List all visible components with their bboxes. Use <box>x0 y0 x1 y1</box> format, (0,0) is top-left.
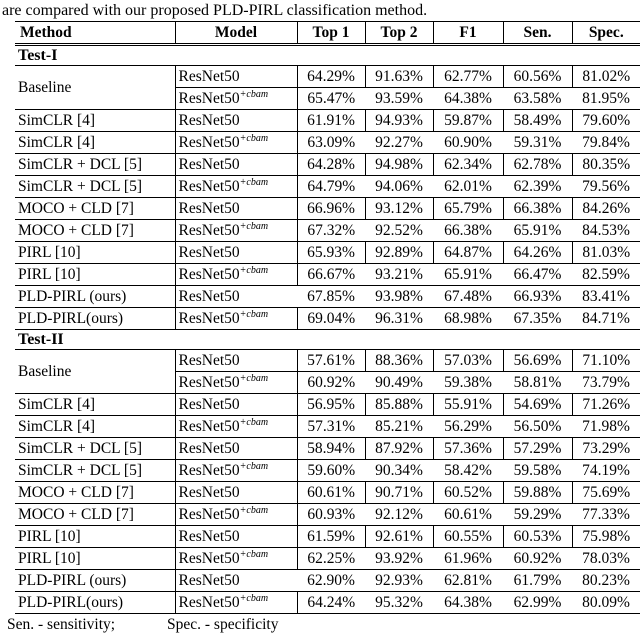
metric-cell: 71.98% <box>572 416 640 438</box>
metric-cell: 64.38% <box>433 592 503 614</box>
model-cell <box>175 88 297 110</box>
model-cell <box>175 286 297 308</box>
table-row <box>15 286 640 308</box>
model-cell <box>175 460 297 482</box>
metric-cell: 66.38% <box>503 198 572 220</box>
model-name: ResNet50 <box>178 67 240 85</box>
metric-cell: 63.58% <box>503 88 572 110</box>
metric-cell: 58.42% <box>433 460 503 482</box>
metric-cell: 57.61% <box>297 350 365 372</box>
metric-cell: 60.61% <box>297 482 365 504</box>
model-name: ResNet50 <box>178 177 240 195</box>
model-superscript: +cbam <box>239 88 269 100</box>
metric-cell: 75.69% <box>572 482 640 504</box>
table-row <box>15 482 640 504</box>
metric-cell: 90.49% <box>365 372 433 394</box>
model-cell <box>175 110 297 132</box>
metric-cell: 62.25% <box>297 548 365 570</box>
col-header-top1: Top 1 <box>297 22 365 45</box>
metric-cell: 58.81% <box>503 372 572 394</box>
model-name: ResNet50 <box>178 505 240 523</box>
metric-cell: 92.93% <box>365 570 433 592</box>
metric-cell: 55.91% <box>433 394 503 416</box>
metric-cell: 56.29% <box>433 416 503 438</box>
model-name: ResNet50 <box>178 287 240 305</box>
metric-cell: 62.77% <box>433 66 503 88</box>
metric-cell: 58.94% <box>297 438 365 460</box>
metric-cell: 64.26% <box>503 242 572 264</box>
metric-cell: 84.53% <box>572 220 640 242</box>
method-cell: PIRL [10] <box>15 526 175 548</box>
metric-cell: 95.32% <box>365 592 433 614</box>
model-cell <box>175 66 297 88</box>
table-row <box>15 416 640 438</box>
metric-cell: 57.03% <box>433 350 503 372</box>
model-name: ResNet50 <box>178 265 240 283</box>
section-label: Test-II <box>15 330 640 350</box>
metric-cell: 62.99% <box>503 592 572 614</box>
model-name: ResNet50 <box>178 309 240 327</box>
metric-cell: 65.91% <box>503 220 572 242</box>
model-cell <box>175 438 297 460</box>
metric-cell: 82.59% <box>572 264 640 286</box>
metric-cell: 57.36% <box>433 438 503 460</box>
method-cell: PLD-PIRL(ours) <box>15 308 175 330</box>
metric-cell: 92.89% <box>365 242 433 264</box>
metric-cell: 61.79% <box>503 570 572 592</box>
metric-cell: 63.09% <box>297 132 365 154</box>
metric-cell: 64.24% <box>297 592 365 614</box>
metric-cell: 62.81% <box>433 570 503 592</box>
footnote <box>7 617 640 633</box>
metric-cell: 60.53% <box>503 526 572 548</box>
metric-cell: 92.12% <box>365 504 433 526</box>
model-superscript: +cbam <box>239 132 269 144</box>
method-cell: PLD-PIRL(ours) <box>15 592 175 614</box>
model-cell <box>175 416 297 438</box>
metric-cell: 83.41% <box>572 286 640 308</box>
metric-cell: 90.34% <box>365 460 433 482</box>
metric-cell: 56.69% <box>503 350 572 372</box>
metric-cell: 93.59% <box>365 88 433 110</box>
model-cell <box>175 242 297 264</box>
table-row <box>15 504 640 526</box>
metric-cell: 60.61% <box>433 504 503 526</box>
metric-cell: 62.39% <box>503 176 572 198</box>
metric-cell: 73.29% <box>572 438 640 460</box>
model-name: ResNet50 <box>178 89 240 107</box>
metric-cell: 94.06% <box>365 176 433 198</box>
metric-cell: 92.61% <box>365 526 433 548</box>
metric-cell: 93.21% <box>365 264 433 286</box>
table-row <box>15 132 640 154</box>
col-header-f1: F1 <box>433 22 503 45</box>
metric-cell: 66.47% <box>503 264 572 286</box>
method-cell: MOCO + CLD [7] <box>15 220 175 242</box>
model-name: ResNet50 <box>178 133 240 151</box>
table-row <box>15 308 640 330</box>
metric-cell: 64.87% <box>433 242 503 264</box>
metric-cell: 80.09% <box>572 592 640 614</box>
metric-cell: 66.67% <box>297 264 365 286</box>
metric-cell: 94.98% <box>365 154 433 176</box>
metric-cell: 59.31% <box>503 132 572 154</box>
metric-cell: 81.95% <box>572 88 640 110</box>
metric-cell: 85.88% <box>365 394 433 416</box>
col-header-model: Model <box>175 22 297 45</box>
method-cell: PIRL [10] <box>15 548 175 570</box>
table-row <box>15 526 640 548</box>
model-cell <box>175 154 297 176</box>
metric-cell: 92.27% <box>365 132 433 154</box>
model-superscript: +cbam <box>239 220 269 232</box>
metric-cell: 65.47% <box>297 88 365 110</box>
model-cell <box>175 592 297 614</box>
section-row <box>15 45 640 66</box>
model-name: ResNet50 <box>178 199 240 217</box>
metric-cell: 91.63% <box>365 66 433 88</box>
metric-cell: 87.92% <box>365 438 433 460</box>
model-cell <box>175 350 297 372</box>
method-cell: PLD-PIRL (ours) <box>15 570 175 592</box>
col-header-top2: Top 2 <box>365 22 433 45</box>
model-name: ResNet50 <box>178 527 240 545</box>
model-cell <box>175 176 297 198</box>
metric-cell: 59.58% <box>503 460 572 482</box>
model-cell <box>175 482 297 504</box>
model-superscript: +cbam <box>239 548 269 560</box>
metric-cell: 62.01% <box>433 176 503 198</box>
metric-cell: 60.90% <box>433 132 503 154</box>
metric-cell: 66.93% <box>503 286 572 308</box>
model-superscript: +cbam <box>239 176 269 188</box>
model-name: ResNet50 <box>178 417 240 435</box>
model-name: ResNet50 <box>178 373 240 391</box>
metric-cell: 68.98% <box>433 308 503 330</box>
method-cell: SimCLR [4] <box>15 394 175 416</box>
metric-cell: 79.84% <box>572 132 640 154</box>
metric-cell: 57.31% <box>297 416 365 438</box>
metric-cell: 67.48% <box>433 286 503 308</box>
col-header-spec: Spec. <box>572 22 640 45</box>
metric-cell: 66.38% <box>433 220 503 242</box>
metric-cell: 58.49% <box>503 110 572 132</box>
model-name: ResNet50 <box>178 351 240 369</box>
metric-cell: 54.69% <box>503 394 572 416</box>
model-cell <box>175 526 297 548</box>
metric-cell: 71.26% <box>572 394 640 416</box>
method-cell: Baseline <box>15 66 175 110</box>
model-name: ResNet50 <box>178 571 240 589</box>
metric-cell: 59.38% <box>433 372 503 394</box>
metric-cell: 61.91% <box>297 110 365 132</box>
metric-cell: 78.03% <box>572 548 640 570</box>
table-header <box>15 22 640 45</box>
metric-cell: 59.88% <box>503 482 572 504</box>
metric-cell: 96.31% <box>365 308 433 330</box>
table-row <box>15 110 640 132</box>
table-row <box>15 548 640 570</box>
metric-cell: 65.93% <box>297 242 365 264</box>
header-row <box>15 22 640 45</box>
model-cell <box>175 198 297 220</box>
metric-cell: 60.92% <box>297 372 365 394</box>
metric-cell: 59.87% <box>433 110 503 132</box>
model-cell <box>175 372 297 394</box>
method-cell: MOCO + CLD [7] <box>15 504 175 526</box>
model-name: ResNet50 <box>178 155 240 173</box>
model-superscript: +cbam <box>239 308 269 320</box>
table-row <box>15 198 640 220</box>
metric-cell: 62.78% <box>503 154 572 176</box>
method-cell: SimCLR [4] <box>15 416 175 438</box>
method-cell: SimCLR + DCL [5] <box>15 176 175 198</box>
metric-cell: 62.90% <box>297 570 365 592</box>
metric-cell: 80.35% <box>572 154 640 176</box>
metric-cell: 93.98% <box>365 286 433 308</box>
table-caption: are compared with our proposed PLD-PIRL classification method. <box>2 2 428 19</box>
metric-cell: 85.21% <box>365 416 433 438</box>
method-cell: SimCLR + DCL [5] <box>15 438 175 460</box>
table-body <box>15 45 640 614</box>
method-cell: SimCLR [4] <box>15 110 175 132</box>
model-cell <box>175 570 297 592</box>
metric-cell: 56.95% <box>297 394 365 416</box>
metric-cell: 80.23% <box>572 570 640 592</box>
model-superscript: +cbam <box>239 372 269 384</box>
model-cell <box>175 264 297 286</box>
metric-cell: 84.26% <box>572 198 640 220</box>
method-cell: MOCO + CLD [7] <box>15 198 175 220</box>
method-cell: MOCO + CLD [7] <box>15 482 175 504</box>
model-superscript: +cbam <box>239 460 269 472</box>
metric-cell: 93.12% <box>365 198 433 220</box>
model-cell <box>175 132 297 154</box>
metric-cell: 61.96% <box>433 548 503 570</box>
method-cell: PIRL [10] <box>15 242 175 264</box>
table-row <box>15 350 640 372</box>
method-cell: SimCLR [4] <box>15 132 175 154</box>
model-name: ResNet50 <box>178 483 240 501</box>
model-superscript: +cbam <box>239 504 269 516</box>
metric-cell: 66.96% <box>297 198 365 220</box>
metric-cell: 92.52% <box>365 220 433 242</box>
model-cell <box>175 220 297 242</box>
metric-cell: 62.34% <box>433 154 503 176</box>
table-row <box>15 592 640 614</box>
metric-cell: 75.98% <box>572 526 640 548</box>
model-superscript: +cbam <box>239 264 269 276</box>
metric-cell: 59.60% <box>297 460 365 482</box>
table-row <box>15 242 640 264</box>
metric-cell: 67.85% <box>297 286 365 308</box>
metric-cell: 79.60% <box>572 110 640 132</box>
section-label: Test-I <box>15 45 640 66</box>
metric-cell: 81.03% <box>572 242 640 264</box>
model-superscript: +cbam <box>239 416 269 428</box>
metric-cell: 67.35% <box>503 308 572 330</box>
method-cell: Baseline <box>15 350 175 394</box>
footnote-sensitivity: Sen. - sensitivity; <box>7 616 116 633</box>
table-row <box>15 264 640 286</box>
method-cell: PLD-PIRL (ours) <box>15 286 175 308</box>
model-cell <box>175 394 297 416</box>
model-cell <box>175 548 297 570</box>
model-name: ResNet50 <box>178 461 240 479</box>
metric-cell: 65.91% <box>433 264 503 286</box>
metric-cell: 60.55% <box>433 526 503 548</box>
method-cell: PIRL [10] <box>15 264 175 286</box>
metric-cell: 64.79% <box>297 176 365 198</box>
metric-cell: 81.02% <box>572 66 640 88</box>
table-row <box>15 438 640 460</box>
metric-cell: 79.56% <box>572 176 640 198</box>
metric-cell: 94.93% <box>365 110 433 132</box>
metric-cell: 60.56% <box>503 66 572 88</box>
table-row <box>15 154 640 176</box>
metric-cell: 60.52% <box>433 482 503 504</box>
metric-cell: 74.19% <box>572 460 640 482</box>
metric-cell: 88.36% <box>365 350 433 372</box>
model-name: ResNet50 <box>178 395 240 413</box>
method-cell: SimCLR + DCL [5] <box>15 460 175 482</box>
metric-cell: 69.04% <box>297 308 365 330</box>
table-row <box>15 220 640 242</box>
footnote-specificity: Spec. - specificity <box>167 616 279 633</box>
model-superscript: +cbam <box>239 592 269 604</box>
model-name: ResNet50 <box>178 549 240 567</box>
metric-cell: 65.79% <box>433 198 503 220</box>
metric-cell: 67.32% <box>297 220 365 242</box>
table-row <box>15 394 640 416</box>
section-row <box>15 330 640 350</box>
metric-cell: 93.92% <box>365 548 433 570</box>
table-row <box>15 66 640 88</box>
metric-cell: 90.71% <box>365 482 433 504</box>
model-name: ResNet50 <box>178 111 240 129</box>
col-header-sen: Sen. <box>503 22 572 45</box>
metric-cell: 60.93% <box>297 504 365 526</box>
metric-cell: 64.38% <box>433 88 503 110</box>
metric-cell: 64.29% <box>297 66 365 88</box>
table-row <box>15 570 640 592</box>
metric-cell: 57.29% <box>503 438 572 460</box>
metric-cell: 73.79% <box>572 372 640 394</box>
metric-cell: 84.71% <box>572 308 640 330</box>
col-header-method: Method <box>15 22 175 45</box>
metric-cell: 59.29% <box>503 504 572 526</box>
model-name: ResNet50 <box>178 439 240 457</box>
method-cell: SimCLR + DCL [5] <box>15 154 175 176</box>
metric-cell: 56.50% <box>503 416 572 438</box>
model-name: ResNet50 <box>178 593 240 611</box>
metric-cell: 61.59% <box>297 526 365 548</box>
metric-cell: 71.10% <box>572 350 640 372</box>
metric-cell: 77.33% <box>572 504 640 526</box>
model-cell <box>175 504 297 526</box>
metric-cell: 64.28% <box>297 154 365 176</box>
table-row <box>15 460 640 482</box>
model-cell <box>175 308 297 330</box>
results-table <box>15 21 640 614</box>
model-name: ResNet50 <box>178 221 240 239</box>
table-row <box>15 176 640 198</box>
model-name: ResNet50 <box>178 243 240 261</box>
metric-cell: 60.92% <box>503 548 572 570</box>
